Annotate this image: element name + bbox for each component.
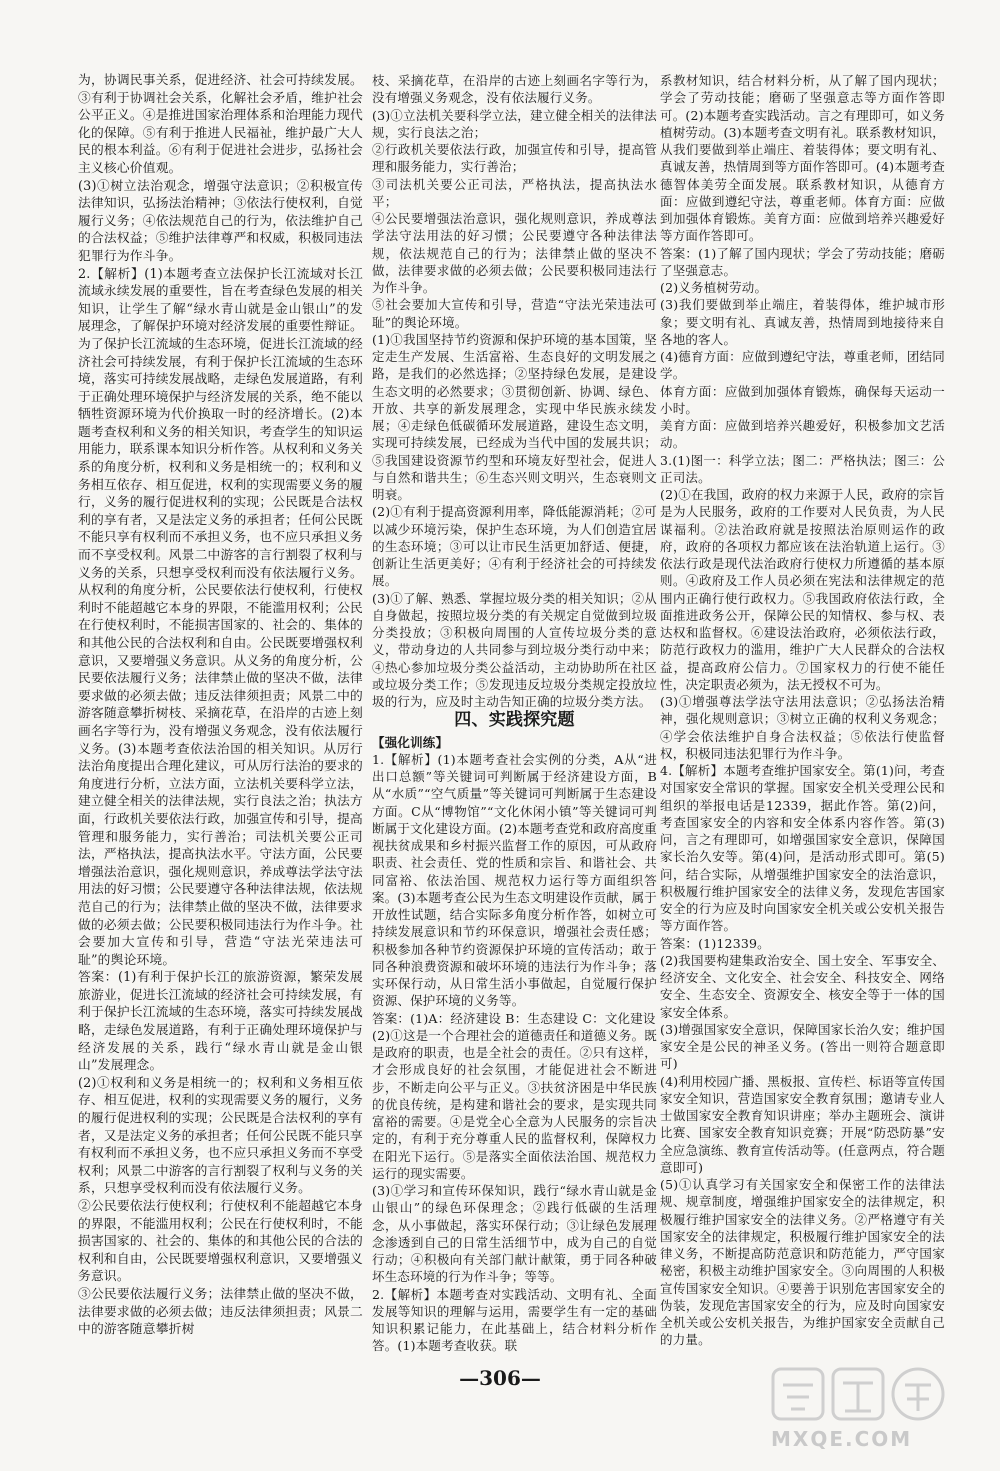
answer-paragraph: (3)增强国家安全意识，保障国家长治久安；维护国家安全是公民的神圣义务。(答出一则符合题意即可) [660, 1021, 946, 1072]
answer-paragraph: 1.【解析】(1)本题考查社会实例的分类，A从“进出口总额”等关键词可判断属于经济建设方面，B从“水质”“空气质量”等关键词可判断属于生态建设方面。C从“博物馆”“文化休闲小镇”等关键词可判断属于文化建设方面。(2)本题考查党和政府高度重视扶贫成果和乡村振兴监督工作的原因，可从政府职责、社会责任、党的性质和宗旨、和谐社会、共同富裕、依法治国、规范权力运行等方面组织答案。(3)本题考查公民为生态文明建设作贡献，属于开放性试题，结合实际多角度分析作答，如树立可持续发展意识和节约环保意识，增强社会责任感；积极参加各种节约资源保护环境的宣传活动；敢于同各种浪费资源和破坏环境的违法行为作斗争；落实环保行动，从日常生活小事做起，自觉履行保护资源、保护环境的义务等。 [372, 751, 658, 1009]
watermark-logo [767, 1361, 952, 1453]
answer-paragraph: (3)①了解、熟悉、掌握垃圾分类的相关知识；②从自身做起，按照垃圾分类的有关规定自觉做到垃圾分类投放；③积极向周围的人宣传垃圾分类的意义，带动身边的人共同参与到垃圾分类行动中来；④热心参加垃圾分类公益活动，主动协助所在社区或垃圾分类工作；⑤发现违反垃圾分类规定投放垃圾的行为，应及时主动告知正确的垃圾分类方法。 [372, 590, 658, 709]
answer-paragraph: (4)德育方面：应做到遵纪守法，尊重老师，团结同学。 [660, 349, 946, 382]
answer-paragraph: 答案：(1)有利于保护长江的旅游资源，繁荣发展旅游业，促进长江流域的经济社会可持续发展，有利于保护长江流域的生态环境，落实可持续发展战略，走绿色发展道路，有利于正确处理环境保护与经济发展的关系，践行“绿水青山就是金山银山”发展理念。 [78, 970, 363, 1074]
page-number: —306— [459, 1366, 541, 1390]
answer-paragraph: (2)①有利于提高资源利用率，降低能源消耗；②可以减少环境污染，保护生态环境，为人们创造宜居的生态环境；③可以让市民生活更加舒适、便捷，创新让生活更美好；④有利于经济社会的可持续发展。 [372, 504, 658, 589]
answer-paragraph: (3)①增强尊法学法守法用法意识；②弘扬法治精神，强化规则意识；③树立正确的权利义务观念；④学会依法维护自身合法权益；⑤依法行使监督权，积极同违法犯罪行为作斗争。 [660, 694, 945, 761]
answer-paragraph: 【强化训练】 [372, 734, 449, 750]
answer-paragraph: ③司法机关要公正司法，严格执法，提高执法水平； [372, 176, 657, 209]
answer-paragraph: 枝、采摘花草，在沿岸的古迹上刻画名字等行为，没有增强义务观念，没有依法履行义务。 [372, 73, 657, 106]
answer-paragraph: 3.(1)图一：科学立法；图二：严格执法；图三：公正司法。 [660, 452, 945, 485]
answer-paragraph: ⑤社会要加大宣传和引导，营造“守法光荣违法可耻”的舆论环境。 [372, 297, 657, 330]
watermark-url: MXQE.COM [771, 1427, 913, 1451]
text-column-left [78, 72, 363, 1339]
answer-paragraph: ④公民要增强法治意识，强化规则意识，养成尊法学法守法用法的好习惯；公民要遵守各种法律法规，依法规范自己的行为；法律禁止做的坚决不做，法律要求做的必须去做；公民要积极同违法行为作斗争。 [372, 211, 657, 295]
answer-paragraph: ③公民要依法履行义务；法律禁止做的坚决不做，法律要求做的必须去做；违反法律须担责；风景二中的游客随意攀折树 [78, 1286, 363, 1338]
answer-paragraph: (4)利用校园广播、黑板报、宣传栏、标语等宣传国家安全知识，营造国家安全教育氛围；邀请专业人士做国家安全教育知识讲座；举办主题班会、演讲比赛、国家安全教育知识竞赛；开展“防恐防暴”安全应急演练、教育宣传活动等。(任意两点，符合题意即可) [660, 1073, 946, 1175]
answer-paragraph: (1)①我国坚持节约资源和保护环境的基本国策，坚定走生产发展、生活富裕、生态良好的文明发展之路，是我们的必然选择；②坚持绿色发展，是建设生态文明的必然要求；③贯彻创新、协调、绿色、开放、共享的新发展理念，实现中华民族永续发展；④走绿色低碳循环发展道路，建设生态文明，实现可持续发展，已经成为当代中国的发展共识；⑤我国建设资源节约型和环境友好型社会，促进人与自然和谐共生；⑥生态兴则文明兴，生态衰则文明衰。 [372, 331, 658, 502]
answer-paragraph: 2.【解析】本题考查对实践活动、文明有礼、全面发展等知识的理解与运用，需要学生有一定的基础知识积累记能力，在此基础上，结合材料分析作答。(1)本题考查收获。联 [372, 1286, 657, 1354]
answer-paragraph: ②公民要依法行使权利；行使权利不能超越它本身的界限，不能滥用权利；公民在行使权利时，不能损害国家的、社会的、集体的和其他公民的合法的权利和自由，公民既要增强权利意识，又要增强义务意识。 [78, 1199, 363, 1285]
answer-paragraph: (3)①立法机关要科学立法，建立健全相关的法律法规，实行良法之治； [372, 107, 658, 140]
answer-paragraph: 美育方面：应做到培养兴趣爱好，积极参加文艺活动。 [660, 418, 945, 451]
answer-paragraph: (3)①树立法治观念，增强守法意识；②积极宣传法律知识，弘扬法治精神；③依法行使权利，自觉履行义务；④依法规范自己的行为，依法维护自己的合法权益；⑤维护法律尊严和权威，积极同违法犯罪行为作斗争。 [78, 178, 363, 264]
text-column-middle [372, 72, 657, 1355]
answer-paragraph: 答案：(1)12339。 [660, 935, 770, 951]
watermark-logo-icon [767, 1361, 952, 1431]
answer-paragraph: (3)①学习和宣传环保知识，践行“绿水青山就是金山银山”的绿色环保理念；②践行低碳的生活理念，从小事做起，落实环保行动；③让绿色发展理念渗透到自己的日常生活细节中，成为自己的自觉行动；④积极向有关部门献计献策，勇于同各种破坏生态环境的行为作斗争；等等。 [372, 1183, 657, 1285]
answer-paragraph: (5)①认真学习有关国家安全和保密工作的法律法规、规章制度，增强维护国家安全的法律规定，积极履行维护国家安全的法律义务。②严格遵守有关国家安全的法律规定，积极履行维护国家安全的法律义务，不断提高防范意识和防范能力，严守国家秘密，积极主动维护国家安全。③向周围的人积极宣传国家安全知识。④要善于识别危害国家安全的伪装，发现危害国家安全的行为，应及时向国家安全机关或公安机关报告，为维护国家安全贡献自己的力量。 [660, 1177, 945, 1348]
answer-paragraph: (2)①权利和义务是相统一的；权利和义务相互依存、相互促进，权利的实现需要义务的履行，义务的履行促进权利的实现；公民既是合法权利的享有者，又是法定义务的承担者；任何公民既不能只享有权利而不承担义务，也不应只承担义务而不享受权利；风景二中游客的言行割裂了权利与义务的关系，只想享受权利而没有依法履行义务。 [78, 1075, 363, 1197]
answer-paragraph: (3)我们要做到举止端庄，着装得体，维护城市形象；要文明有礼、真诚友善，热情周到地接待来自各地的客人。 [660, 297, 945, 347]
answer-paragraph: ②行政机关要依法行政，加强宣传和引导，提高管理和服务能力，实行善治； [372, 142, 657, 175]
answer-paragraph: 为，协调民事关系，促进经济、社会可持续发展。③有利于协调社会关系，化解社会矛盾，维护社会公平正义。④是推进国家治理体系和治理能力现代化的保障。⑤有利于推进人民福祉，维护最广大人民的根本利益。⑥有利于促进社会进步，弘扬社会主义核心价值观。 [78, 73, 363, 176]
answer-paragraph: 体育方面：应做到加强体育锻炼，确保每天运动一小时。 [660, 383, 945, 416]
answer-paragraph: 4.【解析】本题考查维护国家安全。第(1)问，考查对国家安全常识的掌握。国家安全机关受理公民和组织的举报电话是12339，据此作答。第(2)问，考查国家安全的内容和安全体系内容作答。第(3)问，言之有理即可，如增强国家安全意识，保障国家长治久安等。第(4)问，是活动形式即可。第(5)问，结合实际，从增强维护国家安全的法治意识，积极履行维护国家安全的法律义务，发现危害国家安全的行为应及时向国家安全机关或公安机关报告等方面作答。 [660, 763, 945, 934]
answer-paragraph: 2.【解析】(1)本题考查立法保护长江流域对长江流域永续发展的重要性，旨在考查绿色发展的相关知识，让学生了解“绿水青山就是金山银山”的发展理念，了解保护环境对经济发展的重要性辩证。为了保护长江流域的生态环境，促进长江流域的经济社会可持续发展，有利于保护长江流域的生态环境，落实可持续发展战略，走绿色发展道路，有利于正确处理环境保护与经济发展的关系，绝不能以牺牲资源环境为代价换取一时的经济增长。(2)本题考查权利和义务的相关知识，考查学生的知识运用能力，联系课本知识分析作答。从权利和义务关系的角度分析，权利和义务是相统一的；权利和义务相互依存、相互促进，权利的实现需要义务的履行，义务的履行促进权利的实现；公民既是合法权利的享有者，又是法定义务的承担者；任何公民既不能只享有权利而不承担义务，也不应只承担义务而不享受权利。风景二中游客的言行割裂了权利与义务的关系，只想享受权利而没有依法履行义务。从权利的角度分析，公民要依法行使权利，行使权利时不能超越它本身的界限，不能滥用权利；公民在行使权利时，不能损害国家的、社会的、集体的和其他公民的合法权利和自由。公民既要增强权利意识，又要增强义务意识。从义务的角度分析，公民要依法履行义务；法律禁止做的坚决不做，法律要求做的必须去做；违反法律须担责；风景二中的游客随意攀折树枝、采摘花草，在沿岸的古迹上刻画名字等行为，没有增强义务观念，没有依法履行义务。(3)本题考查依法治国的相关知识。从厉行法治角度提出合理化建议，可从厉行法治的要求的角度进行分析，立法方面，立法机关要科学立法，建立健全相关的法律法规，实行良法之治；执法方面，行政机关要依法行政，加强宣传和引导，提高管理和服务能力，实行善治；司法机关要公正司法，严格执法，提高执法水平。守法方面，公民要增强法治意识，强化规则意识，养成尊法学法守法用法的好习惯；公民要遵守各种法律法规，依法规范自己的行为；法律禁止做的坚决不做，法律要求做的必须去做；公民要积极同违法行为作斗争。社会要加大宣传和引导，营造“守法光荣违法可耻”的舆论环境。 [78, 266, 363, 968]
text-column-right [660, 72, 945, 1349]
answer-paragraph: 答案：(1)A：经济建设 B：生态建设 C：文化建设 [372, 1010, 656, 1026]
answer-paragraph: (2)①在我国，政府的权力来源于人民，政府的宗旨是为人民服务，政府的工作要对人民负责，为人民谋福利。②法治政府就是按照法治原则运作的政府，政府的各项权力都应该在法治轨道上运行。③依法行政是现代法治政府行使权力所遵循的基本原则。④政府及工作人员必须在宪法和法律规定的范围内正确行使行政权力。⑤我国政府依法行政，全面推进政务公开，保障公民的知情权、参与权、表达权和监督权。⑥建设法治政府，必须依法行政，防范行政权力的滥用，维护广大人民群众的合法权益，提高政府公信力。⑦国家权力的行使不能任性，决定职责必须为，法无授权不可为。 [660, 487, 946, 692]
answer-paragraph: 答案：(1)了解了国内现状；学会了劳动技能；磨砺了坚强意志。 [660, 245, 946, 278]
answer-paragraph: 系教材知识，结合材料分析，从了解了国内现状；学会了劳动技能；磨砺了坚强意志等方面作答即可。(2)本题考查实践活动。言之有理即可，如义务植树劳动。(3)本题考查文明有礼。联系教材知识，从我们要做到举止端庄、着装得体；要文明有礼、真诚友善，热情周到等方面作答即可。(4)本题考查德智体美劳全面发展。联系教材知识，从德育方面：应做到遵纪守法，尊重老师。体育方面：应做到加强体育锻炼。美育方面：应做到培养兴趣爱好等方面作答即可。 [660, 73, 946, 244]
answer-paragraph: (2)①这是一个合理社会的道德责任和道德义务。既是政府的职责，也是全社会的责任。②只有这样，才会形成良好的社会氛围，才能促进社会不断进步，不断走向公平与正义。③扶贫济困是中华民族的优良传统，是构建和谐社会的要求，是实现共同富裕的需要。④是党全心全意为人民服务的宗旨决定的，有利于充分尊重人民的监督权利，保障权力在阳光下运行。⑤是落实全面依法治国、规范权力运行的现实需要。 [372, 1027, 658, 1181]
answer-paragraph: (2)义务植树劳动。 [660, 280, 768, 295]
answer-paragraph: (2)我国要构建集政治安全、国土安全、军事安全、经济安全、文化安全、社会安全、科技安全、网络安全、生态安全、资源安全、核安全等于一体的国家安全体系。 [660, 952, 946, 1020]
section-heading: 四、实践探究题 [454, 710, 575, 731]
